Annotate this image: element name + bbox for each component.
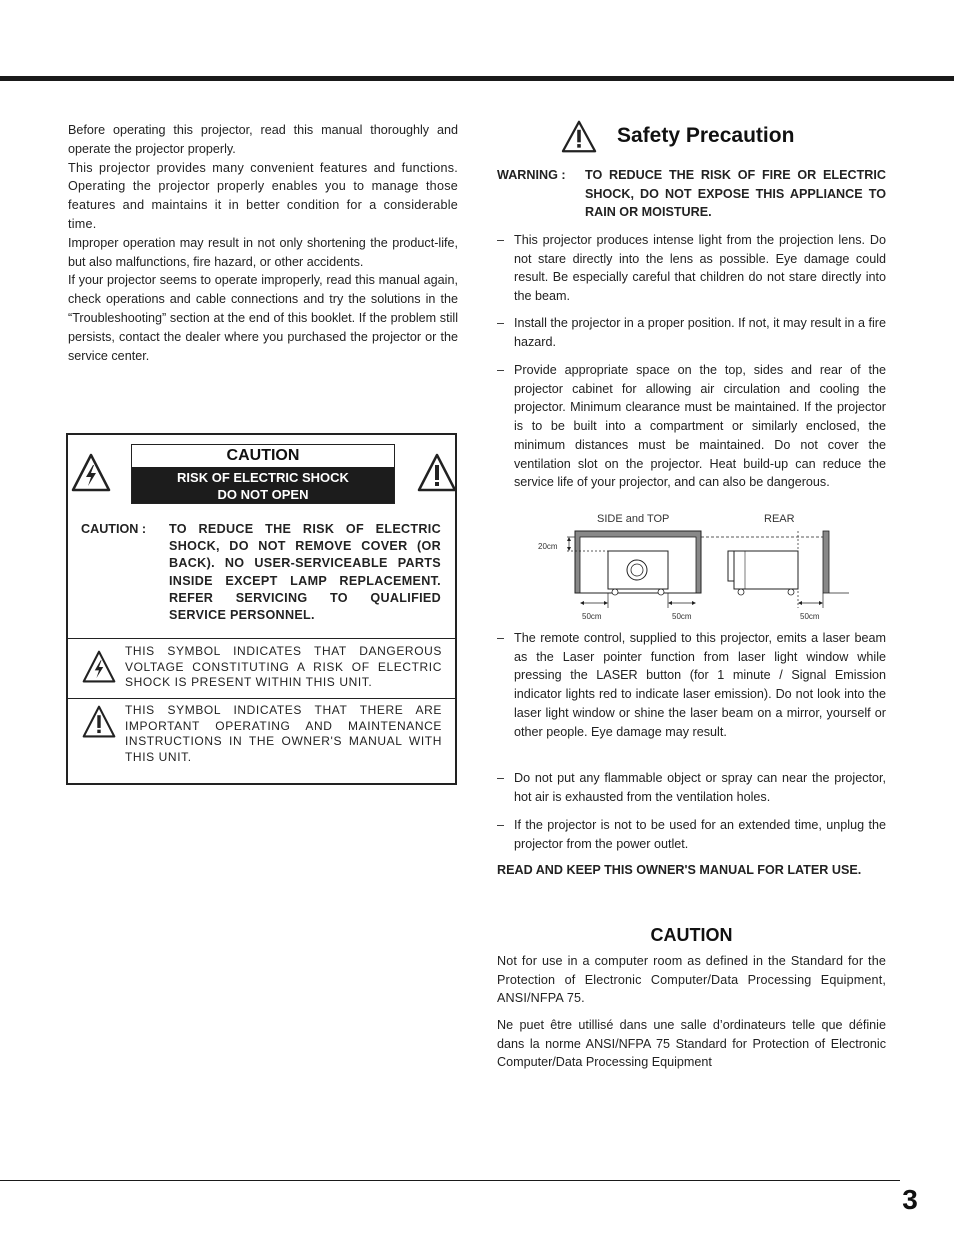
bullet-dash: – xyxy=(497,316,505,330)
intro-section xyxy=(68,121,458,365)
intro-paragraph: Before operating this projector, read this manual thoroughly and operate the projector properly. xyxy=(68,123,458,156)
bottom-rule xyxy=(0,1180,900,1181)
caution-title: CAUTION xyxy=(650,925,733,945)
list-item xyxy=(497,769,886,806)
dimension-label: 50cm xyxy=(800,612,820,621)
caution-label-box xyxy=(131,444,395,504)
caution-warning-label: CAUTION : xyxy=(81,522,147,536)
list-item xyxy=(497,361,886,492)
list-item-text: Do not put any flammable object or spray can near the projector, hot air is exhausted from the ventilation holes. xyxy=(514,771,886,804)
list-item-text: This projector produces intense light from the projection lens. Do not stare directly into the lens as possible. Eye damage could result. Be especially careful that children do not stare directly into the beam. xyxy=(514,233,886,304)
exclamation-warning-icon xyxy=(417,453,457,498)
caution-title: CAUTION xyxy=(226,447,300,464)
rear-dimension xyxy=(798,601,823,621)
computer-room-notice-fr: Ne puet être utillisé dans une salle d’ordinateurs telle que définie dans la norme ANSI/NFPA 75 Standard for Protection of Electronic Computer/Data Processing Equipment xyxy=(497,1018,886,1070)
rear-label: REAR xyxy=(764,513,795,525)
side-top-label: SIDE and TOP xyxy=(597,513,670,525)
caution-box-header xyxy=(68,435,455,512)
exclamation-symbol-text: THIS SYMBOL INDICATES THAT THERE ARE IMPORTANT OPERATING AND MAINTENANCE INSTRUCTIONS IN THE OWNER'S MANUAL WITH THIS UNIT. xyxy=(125,703,442,764)
caution-warning-text: TO REDUCE THE RISK OF ELECTRIC SHOCK, DO NOT REMOVE COVER (OR BACK). NO USER-SERVICEABLE PARTS INSIDE EXCEPT LAMP REPLACEMENT. REFER SERVICING TO QUALIFIED SERVICE PERSONNEL. xyxy=(169,522,441,623)
risk-shock-banner xyxy=(132,467,394,503)
bullet-dash: – xyxy=(497,363,505,377)
list-item-text: Install the projector in a proper position. If not, it may result in a fire hazard. xyxy=(514,316,886,349)
list-item xyxy=(497,816,886,853)
clearance-diagram xyxy=(535,508,855,626)
list-item xyxy=(497,629,886,741)
page-number: 3 xyxy=(902,1184,918,1215)
caution-box xyxy=(66,433,457,785)
lightning-warning-icon xyxy=(82,650,116,689)
exclamation-symbol-explanation xyxy=(82,703,442,765)
safety-warning-label: WARNING : xyxy=(497,168,566,182)
exclamation-warning-icon xyxy=(561,120,597,158)
caution-warning xyxy=(81,521,441,624)
intro-paragraph: If your projector seems to operate improperly, read this manual again, check operations and cable connections and try the solutions in the “Troubleshooting” section at the end of this booklet. If the problem still persists, contact the dealer where you purchased the projector or the service center. xyxy=(68,273,458,363)
bullet-dash: – xyxy=(497,818,505,832)
rear-enclosure xyxy=(728,531,849,608)
dimension-label: 50cm xyxy=(582,612,602,621)
list-item-text: If the projector is not to be used for an extended time, unplug the projector from the power outlet. xyxy=(514,818,886,851)
safety-warning xyxy=(497,166,886,222)
right-dimension xyxy=(668,593,696,621)
safety-title: Safety Precaution xyxy=(617,124,795,147)
safety-warning-text: TO REDUCE THE RISK OF FIRE OR ELECTRIC SHOCK, DO NOT EXPOSE THIS APPLIANCE TO RAIN OR MOISTURE. xyxy=(585,168,886,220)
exclamation-warning-icon xyxy=(82,705,116,744)
list-item xyxy=(497,231,886,306)
list-item-text: Provide appropriate space on the top, sides and rear of the projector cabinet for allowing air circulation and cooling the projector. Minimum clearance must be maintained. If the projector is to be built into a compartment or similarly enclosed, the minimum distances must be maintained. Do not cover the ventilation slot on the projector. Heat build-up can reduce the service life of your projector, and can also be dangerous. xyxy=(514,363,886,490)
projector-icon xyxy=(608,551,668,595)
divider xyxy=(68,638,455,639)
intro-paragraph: This projector provides many convenient features and functions. Operating the projector properly enables you to manage those features and maintains it in better condition for a considerable time. xyxy=(68,160,458,231)
intro-paragraph: Improper operation may result in not only shortening the product-life, but also malfunctions, fire hazard, or other accidents. xyxy=(68,235,458,269)
list-item xyxy=(497,314,886,351)
bullet-dash: – xyxy=(497,233,505,247)
lightning-symbol-explanation xyxy=(82,644,442,691)
lightning-symbol-text: THIS SYMBOL INDICATES THAT DANGEROUS VOLTAGE CONSTITUTING A RISK OF ELECTRIC SHOCK IS PRESENT WITHIN THIS UNIT. xyxy=(125,644,442,690)
risk-line: RISK OF ELECTRIC SHOCK xyxy=(177,470,349,485)
dimension-label: 20cm xyxy=(538,542,558,551)
divider xyxy=(68,698,455,699)
list-item-text: The remote control, supplied to this projector, emits a laser beam as the Laser pointer function from laser light window while pressing the LASER button (for 1 minute / Signal Emission indicator lights red to indicate laser emission). Do not look into the laser light window or shine the laser beam on a mirror, yourself or other people. Eye damage may result. xyxy=(514,631,886,739)
top-dimension xyxy=(538,537,608,551)
computer-room-notice-en: Not for use in a computer room as defined in the Standard for the Protection of Electronic Computer/Data Processing Equipment, ANSI/NFPA 75. xyxy=(497,954,886,1006)
bullet-dash: – xyxy=(497,631,505,645)
intro-text xyxy=(68,121,458,365)
do-not-open-line: DO NOT OPEN xyxy=(217,487,309,502)
top-rule xyxy=(0,76,954,81)
bullet-dash: – xyxy=(497,771,505,785)
lightning-warning-icon xyxy=(71,453,111,498)
dimension-label: 50cm xyxy=(672,612,692,621)
read-keep-notice: READ AND KEEP THIS OWNER'S MANUAL FOR LATER USE. xyxy=(497,863,862,877)
left-dimension xyxy=(580,593,608,621)
